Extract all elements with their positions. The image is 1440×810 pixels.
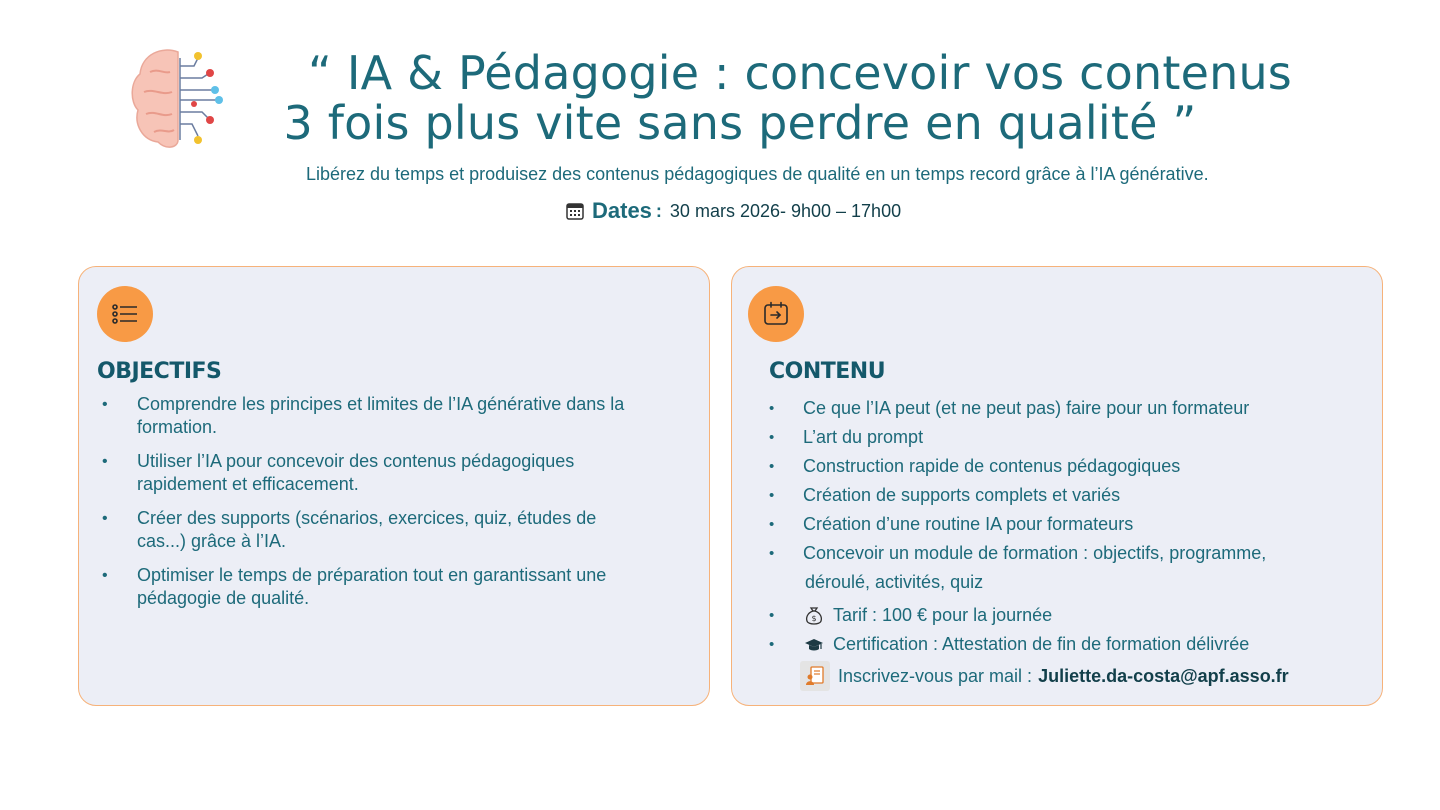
list-item [97, 393, 677, 439]
dates-line [566, 198, 901, 224]
objectifs-icon-circle [97, 286, 153, 342]
list-item-line: rapidement et efficacement. [137, 474, 359, 494]
list-item-line: Optimiser le temps de préparation tout en garantissant une [137, 565, 607, 585]
list-item-line: cas...) grâce à l’IA. [137, 531, 287, 551]
list-item: • L’art du prompt [766, 423, 1366, 452]
registration-email-link[interactable]: Juliette.da-costa@apf.asso.fr [1038, 665, 1289, 686]
tarif-item [766, 601, 1366, 630]
list-item: • Construction rapide de contenus pédagogiques [766, 452, 1366, 481]
dates-separator: : [655, 200, 662, 221]
list-icon [112, 303, 138, 325]
graduation-cap-icon [803, 634, 825, 656]
list-item-line: Créer des supports (scénarios, exercices, quiz, études de [137, 508, 597, 528]
contenu-icon-circle [748, 286, 804, 342]
money-bag-icon [803, 605, 825, 627]
list-item-line: Utiliser l’IA pour concevoir des contenus pédagogiques [137, 451, 575, 471]
list-item: • Ce que l’IA peut (et ne peut pas) faire pour un formateur [766, 394, 1366, 423]
objectifs-heading: OBJECTIFS [97, 359, 222, 384]
list-item: • Création de supports complets et variés [766, 481, 1366, 510]
list-item: • Création d’une routine IA pour formateurs [766, 510, 1366, 539]
title-line-1: “ IA & Pédagogie : concevoir vos contenus [308, 46, 1292, 100]
tarif-text: Tarif : 100 € pour la journée [833, 605, 1053, 625]
list-item-line: déroulé, activités, quiz [805, 572, 984, 592]
calendar-arrow-icon [763, 301, 789, 327]
title-line-2: 3 fois plus vite sans perdre en qualité ” [283, 96, 1197, 150]
registration-form-icon [800, 661, 830, 691]
svg-text:$: • $ [811, 613, 817, 623]
registration-line [800, 661, 1289, 691]
list-item-line: pédagogie de qualité. [137, 588, 310, 608]
calendar-icon [566, 202, 584, 220]
dates-value: 30 mars 2026- 9h00 – 17h00 [669, 200, 902, 221]
list-item [766, 539, 1366, 597]
certification-text: • Certification : Attestation de fin de formation délivrée [833, 634, 1250, 654]
registration-label: Inscrivez-vous par mail : [838, 665, 1033, 686]
contenu-card [731, 266, 1383, 706]
objectifs-list [97, 393, 677, 621]
list-item-line: Comprendre les principes et limites de l’IA générative dans la [137, 394, 625, 414]
objectifs-card [78, 266, 710, 706]
page-title [250, 48, 1350, 148]
certification-item [766, 630, 1366, 659]
list-item [97, 564, 677, 610]
list-item [97, 450, 677, 496]
contenu-list [766, 394, 1366, 659]
contenu-heading: CONTENU [769, 359, 886, 384]
list-item [97, 507, 677, 553]
list-item-line: Concevoir un module de formation : objectifs, programme, [803, 543, 1267, 563]
list-item-line: formation. [137, 417, 218, 437]
subtitle: Libérez du temps et produisez des contenus pédagogiques de qualité en un temps record grâce à l’IA générative. [306, 164, 1209, 184]
dates-label: Dates [592, 198, 652, 223]
